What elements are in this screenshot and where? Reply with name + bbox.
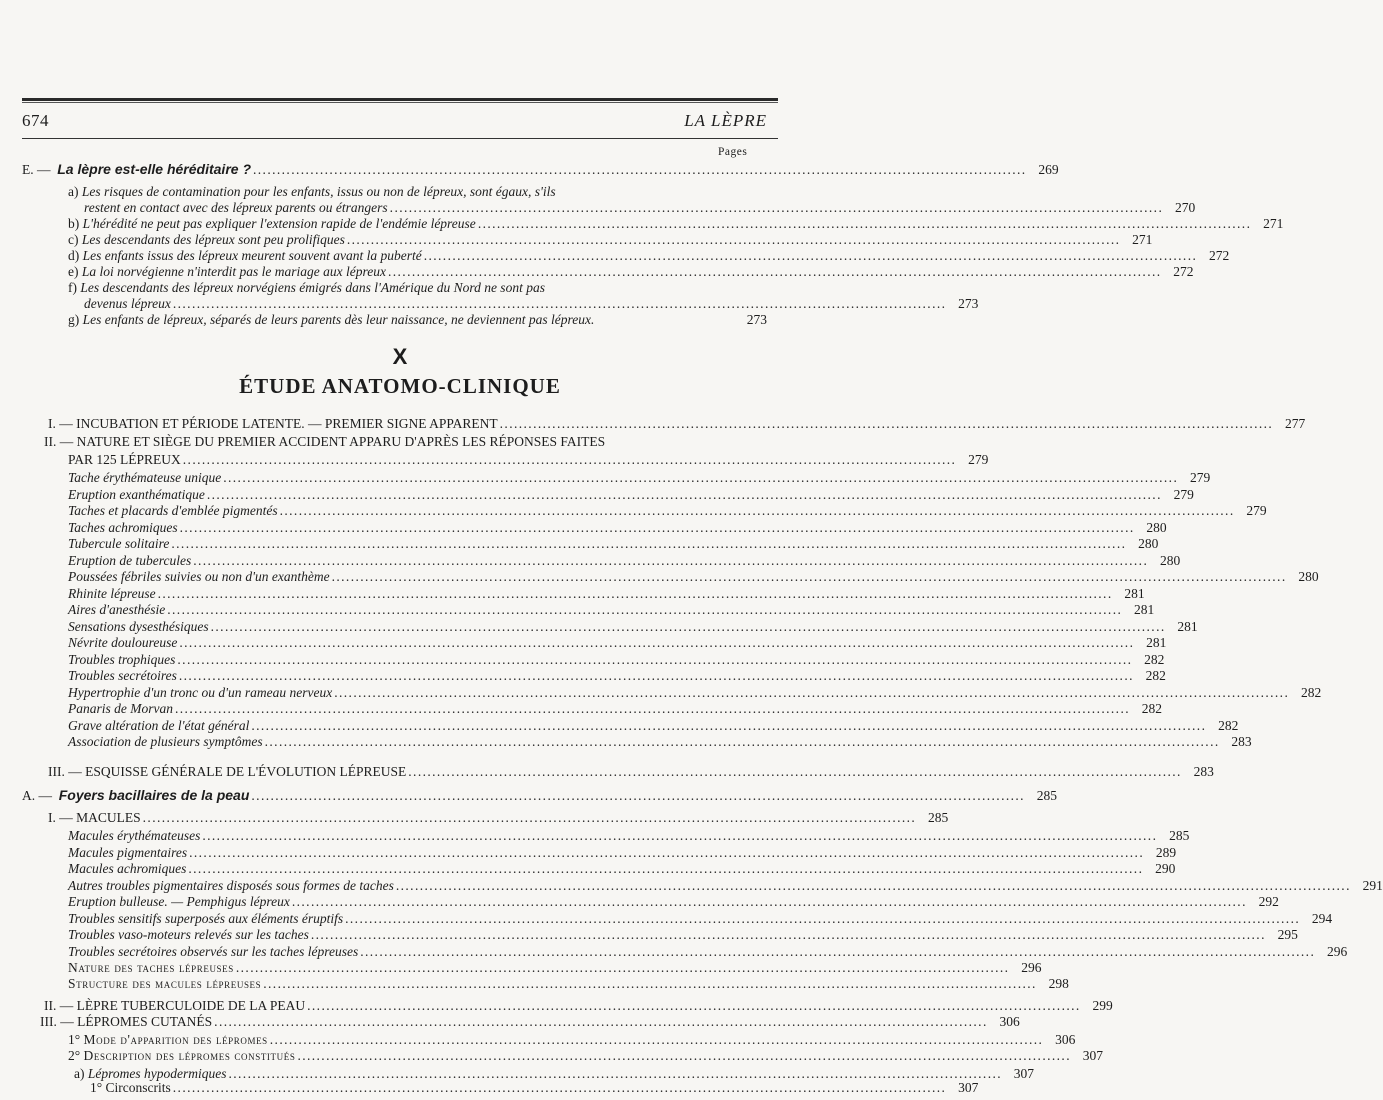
leader-dots: .................................................................................................................................................................. [477,216,1252,231]
leader-dots: ........................................................................................................................................................................................................ [193,552,1149,568]
toc-item [68,716,1239,734]
leader-dots: .................................................................................................................................................................. [499,416,1274,431]
toc-entry-label: E. — [22,162,51,177]
toc-page: 269 [1038,162,1059,177]
toc-item-page: 282 [1144,651,1165,667]
leader-dots: ........................................................................................................................................................................................................ [177,651,1133,667]
toc-item [68,650,1165,668]
toc-entry-lepromes-hypodermiques: a) Lépromes hypodermiques .................................................................................................................................................................. 307 [74,1066,1035,1081]
toc-item [68,567,1319,585]
toc-item-label: Rhinite lépreuse [68,585,156,601]
toc-item [68,666,1166,684]
toc-item-label: Tubercule solitaire [68,536,170,551]
toc-entry-f-line1: f) Les descendants des lépreux norvégiens émigrés dans l'Amérique du Nord ne sont pas [68,280,545,295]
toc-item [68,843,1177,861]
toc-item-label: Association de plusieurs symptômes [68,734,263,749]
toc-item-label: Poussées fébriles suivies ou non d'un exanthème [68,569,330,584]
toc-item-label: Taches et placards d'emblée pigmentés [68,503,278,518]
toc-entry-lepromes: III. — LÉPROMES CUTANÉS .................................................................................................................................................................. 306 [40,1014,1020,1029]
leader-dots: ........................................................................................................................................................................................................ [157,585,1113,601]
page-header [22,111,767,135]
toc-item-label: Névrite douloureuse [68,635,178,650]
leader-dots: ........................................................................................................................................................................................................ [360,943,1316,959]
toc-entry-title: La lèpre est-elle héréditaire ? [57,161,251,177]
toc-entry-e2: e) La loi norvégienne n'interdit pas le mariage aux lépreux .................................................................................................................................................................. 272 [68,264,1194,279]
leader-dots: ........................................................................................................................................................................................................ [171,536,1127,551]
leader-dots: ........................................................................................................................................................................................................ [291,894,1247,909]
running-title: LA LÈPRE [684,111,767,130]
leader-dots: .................................................................................................................................................................. [346,232,1121,247]
toc-item-page: 281 [1134,602,1155,617]
toc-item-page: 280 [1298,569,1319,584]
page-number: 674 [22,111,49,130]
toc-entry-A: A. — Foyers bacillaires de la peau .................................................................................................................................................................. 285 [22,787,1057,803]
leader-dots: .................................................................................................................................................................. [297,1048,1071,1063]
leader-dots: ........................................................................................................................................................................................................ [345,910,1301,926]
toc-entry-mode: 1° Mode d'apparition des lépromes .................................................................................................................................................................. 306 [68,1032,1076,1047]
toc-entry-b: b) L'hérédité ne peut pas expliquer l'extension rapide de l'endémie lépreuse .................................................................................................................................................................. 271 [68,216,1284,231]
toc-item [68,633,1167,651]
toc-entry-a-line1: a) Les risques de contamination pour les enfants, issus ou non de lépreux, sont égaux, s'ils [68,184,556,199]
toc-item-page: 294 [1311,910,1333,926]
toc-item-page: 280 [1146,519,1167,535]
toc-item-page: 289 [1155,844,1177,860]
leader-dots: .................................................................................................................................................................. [307,998,1081,1013]
leader-dots: ........................................................................................................................................................................................................ [189,844,1145,860]
toc-item-page: 282 [1300,684,1322,700]
toc-item [68,501,1267,519]
toc-entry-d: d) Les enfants issus des lépreux meurent souvent avant la puberté .................................................................................................................................................................. 272 [68,248,1230,263]
leader-dots: .................................................................................................................................................................. [263,976,1037,991]
top-rule-thin [22,102,778,103]
leader-dots: .................................................................................................................................................................. [235,960,1010,975]
toc-item-page: 282 [1218,717,1239,733]
leader-dots: ........................................................................................................................................................................................................ [310,927,1266,942]
toc-entry-iii: III. — ESQUISSE GÉNÉRALE DE L'ÉVOLUTION LÉPREUSE .................................................................................................................................................................. 283 [48,764,1214,779]
pages-column-label: Pages [718,146,748,158]
leader-dots: .................................................................................................................................................................. [423,248,1198,263]
top-rule [22,98,778,101]
toc-item [68,859,1176,877]
toc-entry-macules: I. — MACULES .................................................................................................................................................................. 285 [48,810,949,825]
leader-dots: ........................................................................................................................................................................................................ [264,734,1220,749]
leader-dots: ........................................................................................................................................................................................................ [167,602,1123,617]
toc-item-page: 279 [1173,486,1194,502]
leader-dots: .................................................................................................................................................................. [387,264,1162,279]
toc-item-page: 281 [1124,585,1145,601]
toc-item-label: Eruption exanthématique [68,486,205,502]
toc-item-label: Tache érythémateuse unique [68,470,222,485]
leader-dots: .................................................................................................................................................................. [253,162,1027,177]
toc-entry-ii-line2: PAR 125 LÉPREUX .................................................................................................................................................................. 279 [68,452,989,467]
leader-dots: ........................................................................................................................................................................................................ [202,828,1158,843]
toc-item-page: 295 [1277,927,1298,942]
toc-item-label: Eruption bulleuse. — Pemphigus lépreux [68,894,290,909]
toc-item-page: 281 [1146,635,1167,650]
toc-item-label: Panaris de Morvan [68,701,173,716]
toc-entry-structure: Structure des macules lépreuses .................................................................................................................................................................. 298 [68,976,1069,991]
leader-dots: ........................................................................................................................................................................................................ [178,668,1134,683]
toc-item [68,683,1322,701]
toc-entry-g: g) Les enfants de lépreux, séparés de leurs parents dès leur naissance, ne deviennent pas lépreux. 273 [68,312,767,327]
leader-dots: .................................................................................................................................................................. [251,788,1025,803]
toc-item [68,600,1155,618]
leader-dots: ........................................................................................................................................................................................................ [179,635,1135,650]
toc-item [68,518,1167,536]
toc-item [68,617,1198,635]
toc-item-page: 292 [1258,894,1279,909]
toc-item [68,551,1181,569]
toc-item [68,942,1348,960]
toc-entry-c: c) Les descendants des lépreux sont peu prolifiques .................................................................................................................................................................. 271 [68,232,1153,247]
toc-item-label: Sensations dysesthésiques [68,618,209,634]
toc-item [68,732,1252,750]
leader-dots: ........................................................................................................................................................................................................ [210,618,1166,634]
toc-item [68,925,1298,943]
toc-entry-lepre-tuberculoide: II. — LÈPRE TUBERCULOIDE DE LA PEAU .................................................................................................................................................................. 299 [44,998,1113,1013]
header-rule [22,138,778,139]
toc-item [68,468,1211,486]
leader-dots: .................................................................................................................................................................. [182,452,957,467]
toc-item-label: Troubles secrétoires [68,668,177,683]
toc-item [68,534,1159,552]
toc-entry-i: I. — INCUBATION ET PÉRIODE LATENTE. — PREMIER SIGNE APPARENT .................................................................................................................................................................. 277 [48,416,1306,431]
section-title: ÉTUDE ANATOMO-CLINIQUE [239,374,561,398]
leader-dots: .................................................................................................................................................................. [389,200,1164,215]
leader-dots: .................................................................................................................................................................. [142,810,917,825]
toc-item [68,584,1145,602]
toc-entry-ii-line1: II. — NATURE ET SIÈGE DU PREMIER ACCIDENT APPARU D'APRÈS LES RÉPONSES FAITES [44,434,606,449]
toc-item-label: Macules pigmentaires [68,844,188,860]
toc-entry-description: 2° Description des lépromes constitués .................................................................................................................................................................. 307 [68,1048,1103,1063]
toc-item-label: Macules érythémateuses [68,828,201,843]
leader-dots: ........................................................................................................................................................................................................ [206,486,1162,502]
toc-item-page: 280 [1159,552,1181,568]
toc-item-label: Troubles vaso-moteurs relevés sur les taches [68,927,309,942]
leader-dots: .................................................................................................................................................................. [269,1032,1044,1047]
leader-dots: ........................................................................................................................................................................................................ [279,503,1235,518]
section-number: X [392,344,408,369]
toc-entry-e [22,160,1059,178]
toc-item [68,485,1194,503]
toc-item-label: Grave altération de l'état général [68,717,250,733]
toc-item-label: Hypertrophie d'un tronc ou d'un rameau nerveux [68,684,333,700]
toc-item-page: 279 [1246,503,1267,518]
toc-item-label: Taches achromiques [68,519,178,535]
leader-dots: ........................................................................................................................................................................................................ [331,569,1287,584]
toc-item-page: 296 [1326,943,1348,959]
toc-item-page: 282 [1141,701,1162,716]
leader-dots: ........................................................................................................................................................................................................ [223,470,1179,485]
leader-dots: ........................................................................................................................................................................................................ [334,684,1290,700]
toc-item [68,909,1333,927]
leader-dots: ........................................................................................................................................................................................................ [251,717,1207,733]
toc-item-label: Eruption de tubercules [68,552,192,568]
toc-item-label: Macules achromiques [68,861,187,876]
toc-item-label: Troubles sensitifs superposés aux éléments éruptifs [68,910,344,926]
toc-item-page: 291 [1362,877,1383,893]
toc-item [68,699,1162,717]
leader-dots: .................................................................................................................................................................. [408,764,1182,779]
toc-item [68,826,1190,844]
toc-entry-f-line2: devenus lépreux .................................................................................................................................................................. 273 [84,296,979,311]
toc-item-page: 282 [1145,668,1166,683]
toc-item-page: 283 [1231,734,1252,749]
toc-item-page: 290 [1155,861,1176,876]
leader-dots: .................................................................................................................................................................. [172,1080,947,1095]
leader-dots: ........................................................................................................................................................................................................ [179,519,1135,535]
toc-item-label: Aires d'anesthésie [68,602,166,617]
leader-dots: .................................................................................................................................................................. [214,1014,988,1029]
toc-item-label: Troubles trophiques [68,651,176,667]
toc-item-label: Autres troubles pigmentaires disposés sous formes de taches [68,877,394,893]
toc-entry-a-line2: restent en contact avec des lépreux parents ou étrangers .................................................................................................................................................................. 270 [84,200,1196,215]
toc-item-page: 285 [1169,828,1190,843]
leader-dots: .................................................................................................................................................................. [228,1066,1003,1081]
toc-item [68,876,1383,894]
toc-item-page: 280 [1138,536,1159,551]
toc-item-page: 281 [1177,618,1198,634]
leader-dots: ........................................................................................................................................................................................................ [175,701,1130,716]
leader-dots: .................................................................................................................................................................. [172,296,947,311]
leader-dots: ........................................................................................................................................................................................................ [188,861,1144,876]
toc-item-page: 279 [1189,470,1211,485]
toc-entry-nature: Nature des taches lépreuses .................................................................................................................................................................. 296 [68,960,1042,975]
toc-item [68,892,1279,910]
leader-dots: ........................................................................................................................................................................................................ [395,877,1351,893]
toc-item-label: Troubles secrétoires observés sur les taches lépreuses [68,943,359,959]
toc-entry-circonscrits: 1° Circonscrits .................................................................................................................................................................. 307 [90,1080,979,1095]
